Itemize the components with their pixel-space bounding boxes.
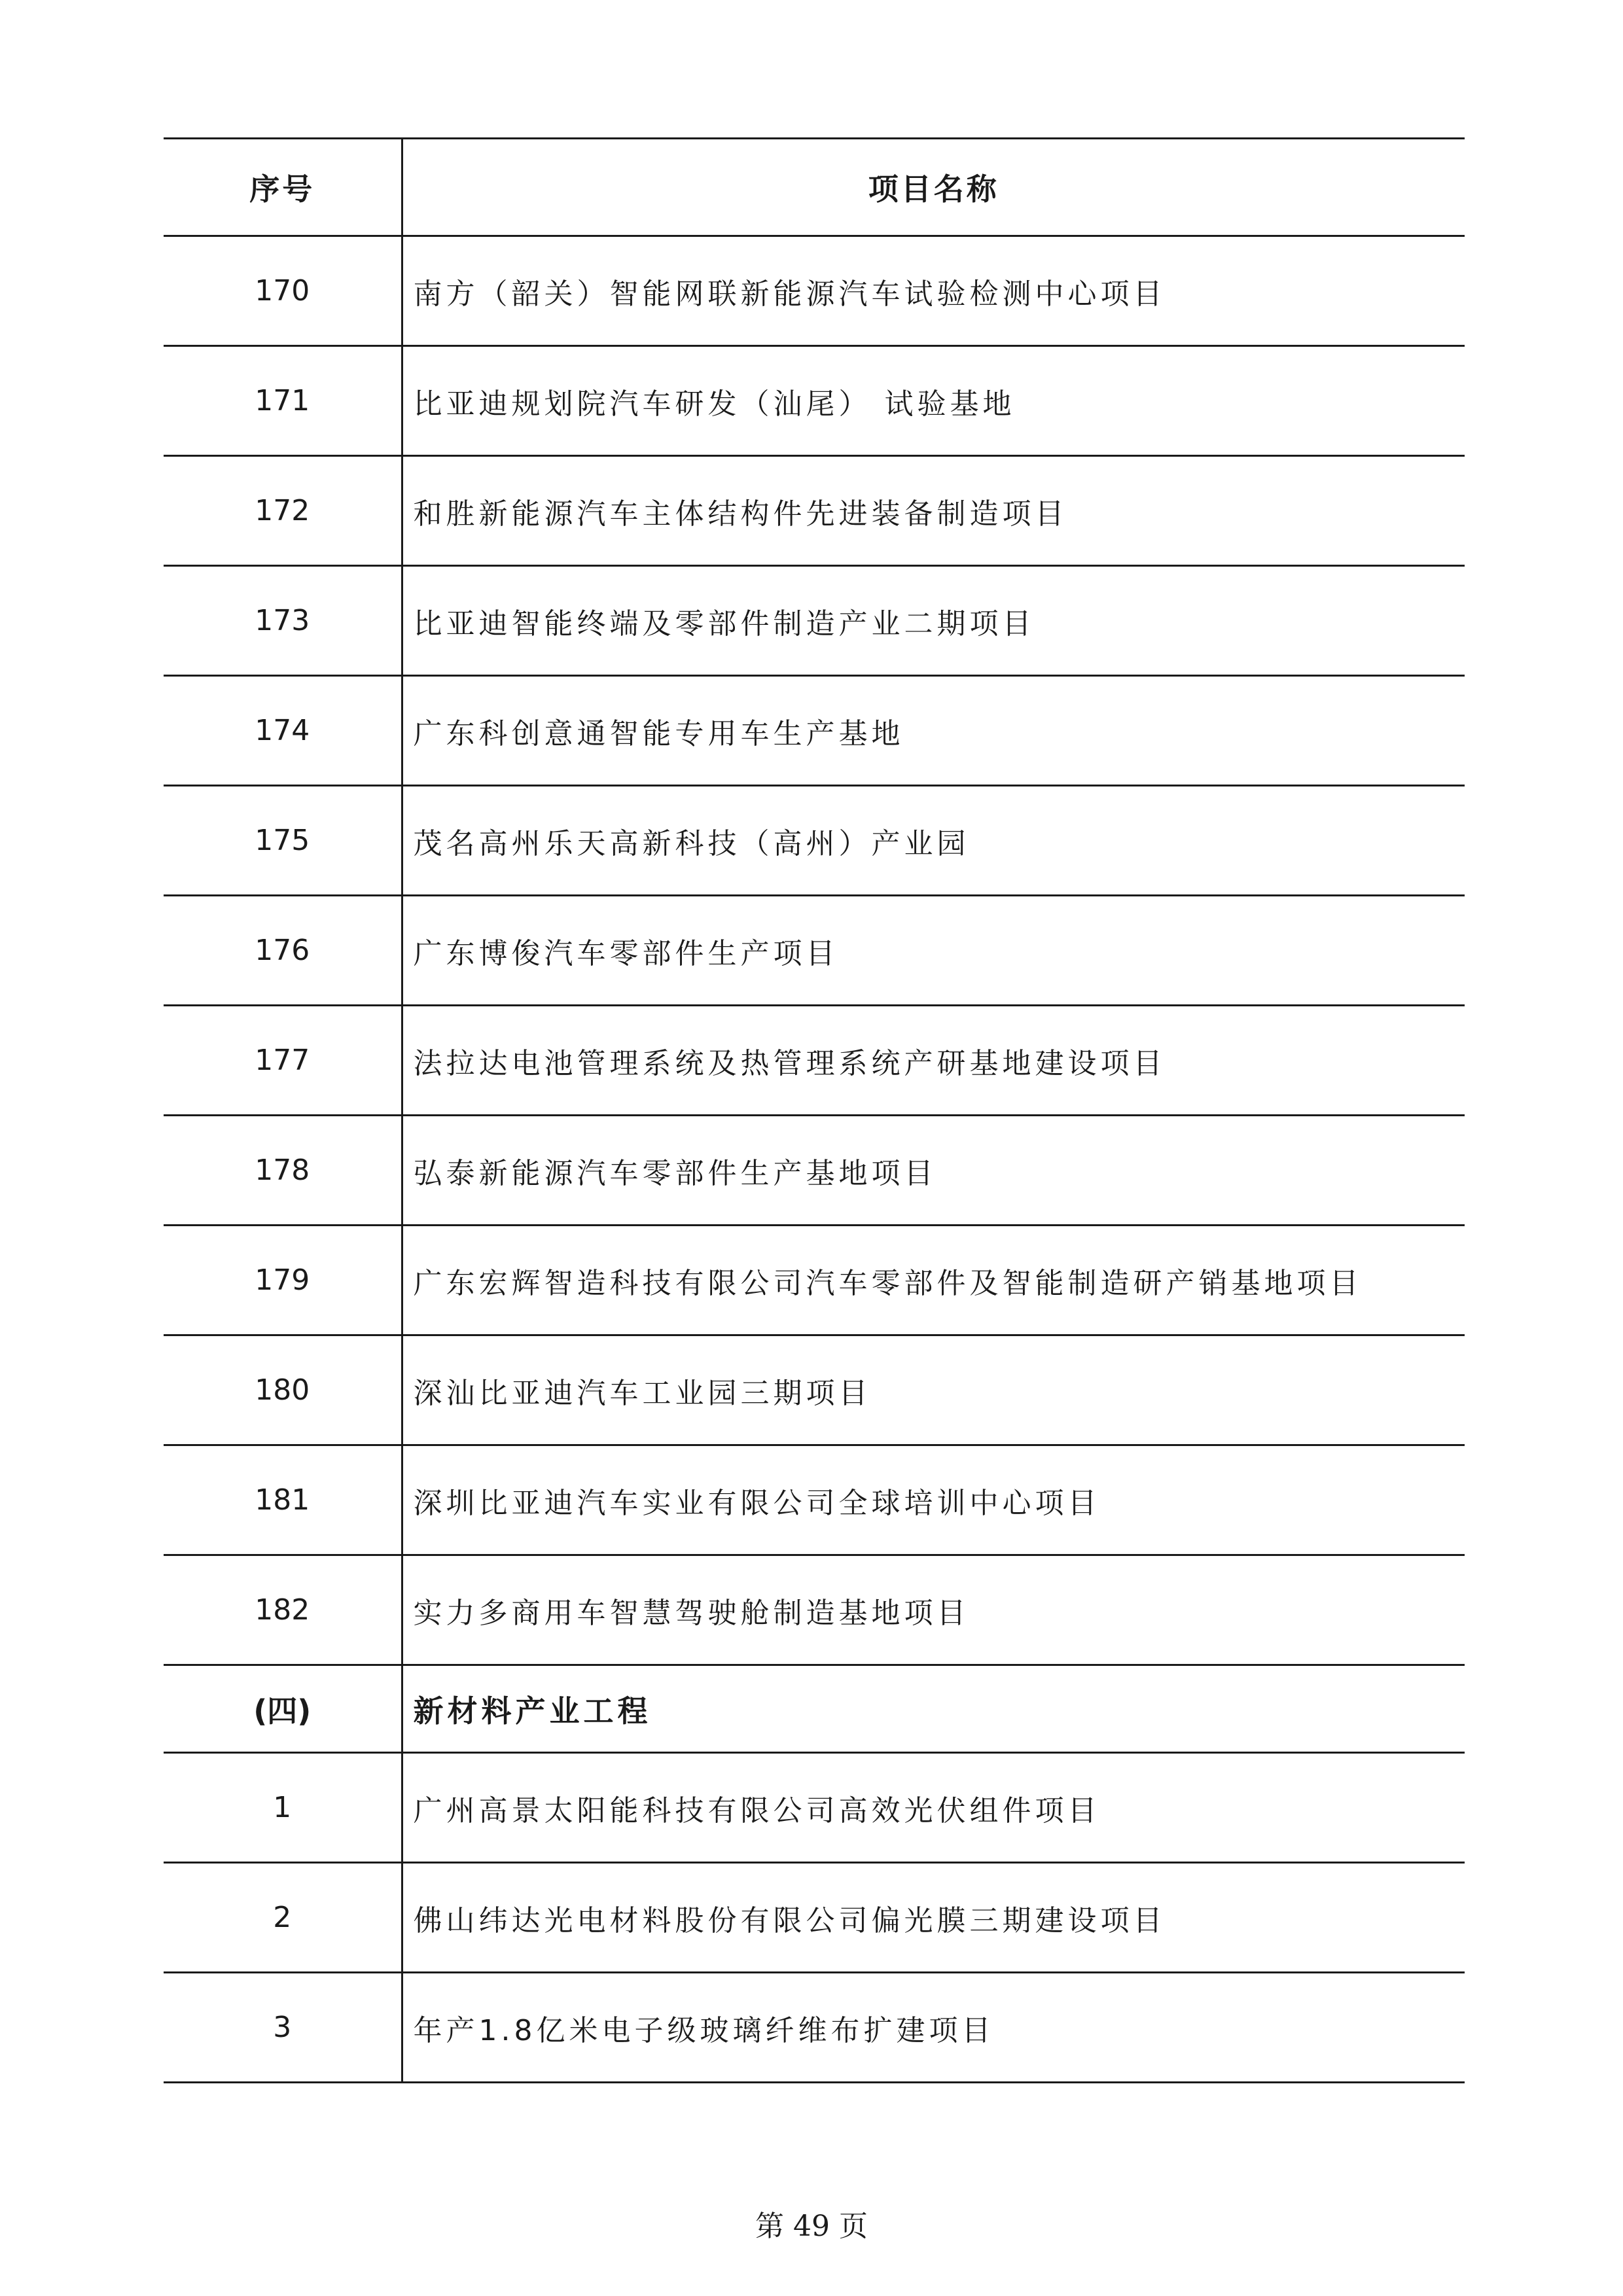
row-number: 182 bbox=[164, 1555, 402, 1665]
table-row bbox=[164, 1226, 1465, 1335]
project-name: 弘泰新能源汽车零部件生产基地项目 bbox=[402, 1116, 1465, 1226]
row-number: 181 bbox=[164, 1445, 402, 1555]
row-number: 174 bbox=[164, 676, 402, 786]
row-number: 2 bbox=[164, 1863, 402, 1973]
table-row bbox=[164, 1753, 1465, 1863]
table-body bbox=[164, 236, 1465, 2083]
project-name: 深圳比亚迪汽车实业有限公司全球培训中心项目 bbox=[402, 1445, 1465, 1555]
table-row bbox=[164, 456, 1465, 566]
project-name: 比亚迪规划院汽车研发（汕尾） 试验基地 bbox=[402, 346, 1465, 456]
row-number: 172 bbox=[164, 456, 402, 566]
project-name: 佛山纬达光电材料股份有限公司偏光膜三期建设项目 bbox=[402, 1863, 1465, 1973]
row-number: 179 bbox=[164, 1226, 402, 1335]
table-header-row bbox=[164, 139, 1465, 236]
header-project-name: 项目名称 bbox=[402, 139, 1465, 236]
row-number: 177 bbox=[164, 1006, 402, 1116]
section-title: 新材料产业工程 bbox=[402, 1665, 1465, 1753]
project-table bbox=[164, 137, 1465, 2083]
section-number: (四) bbox=[164, 1665, 402, 1753]
table-row bbox=[164, 1973, 1465, 2083]
project-name: 广东科创意通智能专用车生产基地 bbox=[402, 676, 1465, 786]
project-name: 比亚迪智能终端及零部件制造产业二期项目 bbox=[402, 566, 1465, 676]
project-name: 广州高景太阳能科技有限公司高效光伏组件项目 bbox=[402, 1753, 1465, 1863]
table-row bbox=[164, 1335, 1465, 1445]
row-number: 176 bbox=[164, 896, 402, 1006]
table-row bbox=[164, 896, 1465, 1006]
table-row bbox=[164, 346, 1465, 456]
table-row bbox=[164, 1006, 1465, 1116]
row-number: 175 bbox=[164, 786, 402, 896]
table-row bbox=[164, 1445, 1465, 1555]
row-number: 3 bbox=[164, 1973, 402, 2083]
row-number: 1 bbox=[164, 1753, 402, 1863]
table-row bbox=[164, 676, 1465, 786]
project-name: 南方（韶关）智能网联新能源汽车试验检测中心项目 bbox=[402, 236, 1465, 346]
row-number: 170 bbox=[164, 236, 402, 346]
project-name: 年产1.8亿米电子级玻璃纤维布扩建项目 bbox=[402, 1973, 1465, 2083]
section-row bbox=[164, 1665, 1465, 1753]
page-number: 第 49 页 bbox=[755, 2210, 868, 2243]
table-row bbox=[164, 1555, 1465, 1665]
table-row bbox=[164, 566, 1465, 676]
project-name: 和胜新能源汽车主体结构件先进装备制造项目 bbox=[402, 456, 1465, 566]
project-name: 茂名高州乐天高新科技（高州）产业园 bbox=[402, 786, 1465, 896]
project-name: 实力多商用车智慧驾驶舱制造基地项目 bbox=[402, 1555, 1465, 1665]
row-number: 173 bbox=[164, 566, 402, 676]
project-name: 广东宏辉智造科技有限公司汽车零部件及智能制造研产销基地项目 bbox=[402, 1226, 1465, 1335]
header-number: 序号 bbox=[164, 139, 402, 236]
row-number: 171 bbox=[164, 346, 402, 456]
row-number: 178 bbox=[164, 1116, 402, 1226]
table-row bbox=[164, 1116, 1465, 1226]
row-number: 180 bbox=[164, 1335, 402, 1445]
table-row bbox=[164, 236, 1465, 346]
table-row bbox=[164, 786, 1465, 896]
table-row bbox=[164, 1863, 1465, 1973]
project-name: 深汕比亚迪汽车工业园三期项目 bbox=[402, 1335, 1465, 1445]
project-name: 广东博俊汽车零部件生产项目 bbox=[402, 896, 1465, 1006]
project-name: 法拉达电池管理系统及热管理系统产研基地建设项目 bbox=[402, 1006, 1465, 1116]
